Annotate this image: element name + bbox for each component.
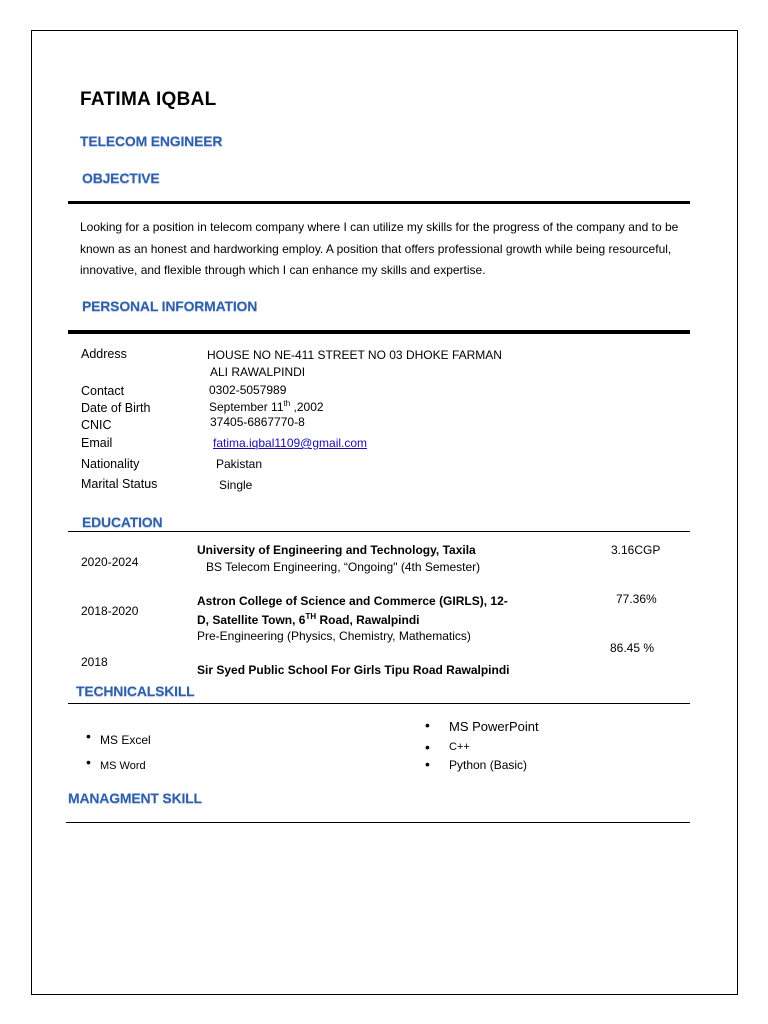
edu-2-score: 77.36%: [616, 592, 657, 606]
objective-rule: [68, 201, 690, 204]
management-skill-heading: MANAGMENT SKILL: [68, 790, 202, 806]
bullet-icon: •: [425, 717, 430, 733]
job-title: TELECOM ENGINEER: [80, 133, 223, 149]
edu-1-institution: University of Engineering and Technology, Taxila: [197, 543, 476, 557]
nationality-value: Pakistan: [216, 457, 263, 471]
education-rule: [68, 531, 690, 532]
dob-year: ,2002: [290, 400, 324, 414]
edu-2-line2-sup: TH: [305, 612, 317, 621]
dob-suffix: th: [283, 399, 291, 408]
address-line1: HOUSE NO NE-411 STREET NO 03 DHOKE FARMAN: [207, 348, 502, 362]
personal-info-heading: PERSONAL INFORMATION: [82, 298, 258, 314]
email-link[interactable]: fatima.iqbal1109@gmail.com: [213, 436, 368, 450]
bullet-icon: •: [425, 756, 430, 772]
skill-python: Python (Basic): [449, 758, 528, 772]
edu-2-line2-b: Road, Rawalpindi: [316, 613, 420, 627]
address-line2: ALI RAWALPINDI: [210, 365, 306, 379]
dob-value: [209, 399, 324, 414]
management-skill-rule: [66, 822, 690, 823]
bullet-icon: •: [425, 739, 430, 755]
skill-ms-excel: MS Excel: [100, 733, 151, 747]
dob-day: September 11: [209, 400, 284, 414]
contact-value: 0302-5057989: [209, 383, 287, 397]
edu-1-detail: BS Telecom Engineering, “Ongoing" (4th Semester): [206, 560, 481, 574]
edu-2-institution-line2: [197, 612, 419, 627]
edu-3-years: 2018: [81, 655, 108, 669]
edu-2-detail: Pre-Engineering (Physics, Chemistry, Mathematics): [197, 629, 471, 643]
email-label: Email: [81, 436, 113, 450]
bullet-icon: •: [86, 728, 91, 744]
technical-skill-heading: TECHNICALSKILL: [76, 683, 195, 699]
edu-2-line2-a: D, Satellite Town, 6: [197, 613, 306, 627]
edu-1-years: 2020-2024: [81, 555, 139, 569]
objective-heading: OBJECTIVE: [82, 170, 160, 186]
technical-skill-rule: [68, 703, 690, 704]
marital-value: Single: [219, 478, 253, 492]
skill-cpp: C++: [449, 741, 470, 753]
nationality-label: Nationality: [81, 457, 140, 471]
edu-1-score: 3.16CGP: [611, 543, 661, 557]
edu-2-institution-line1: Astron College of Science and Commerce (GIRLS), 12-: [197, 594, 508, 608]
address-label: Address: [81, 347, 127, 361]
edu-2-years: 2018-2020: [81, 604, 139, 618]
personal-info-rule: [68, 330, 690, 334]
skill-ms-word: MS Word: [100, 760, 146, 772]
bullet-icon: •: [86, 754, 91, 770]
skill-ms-powerpoint: MS PowerPoint: [449, 719, 539, 734]
cnic-label: CNIC: [81, 418, 112, 432]
education-heading: EDUCATION: [82, 514, 163, 530]
candidate-name: FATIMA IQBAL: [80, 89, 217, 110]
cnic-value: 37405-6867770-8: [210, 415, 305, 429]
objective-text: Looking for a position in telecom company where I can utilize my skills for the progress of the company and to be known as an honest and hardworking employ. A position that offers professional growth while being resourceful, innovative, and flexible through which I can enhance my skills and expertise.: [80, 220, 679, 277]
edu-3-institution: Sir Syed Public School For Girls Tipu Road Rawalpindi: [197, 663, 510, 677]
dob-label: Date of Birth: [81, 401, 151, 415]
marital-label: Marital Status: [81, 477, 158, 491]
contact-label: Contact: [81, 384, 125, 398]
edu-3-score: 86.45 %: [610, 641, 655, 655]
